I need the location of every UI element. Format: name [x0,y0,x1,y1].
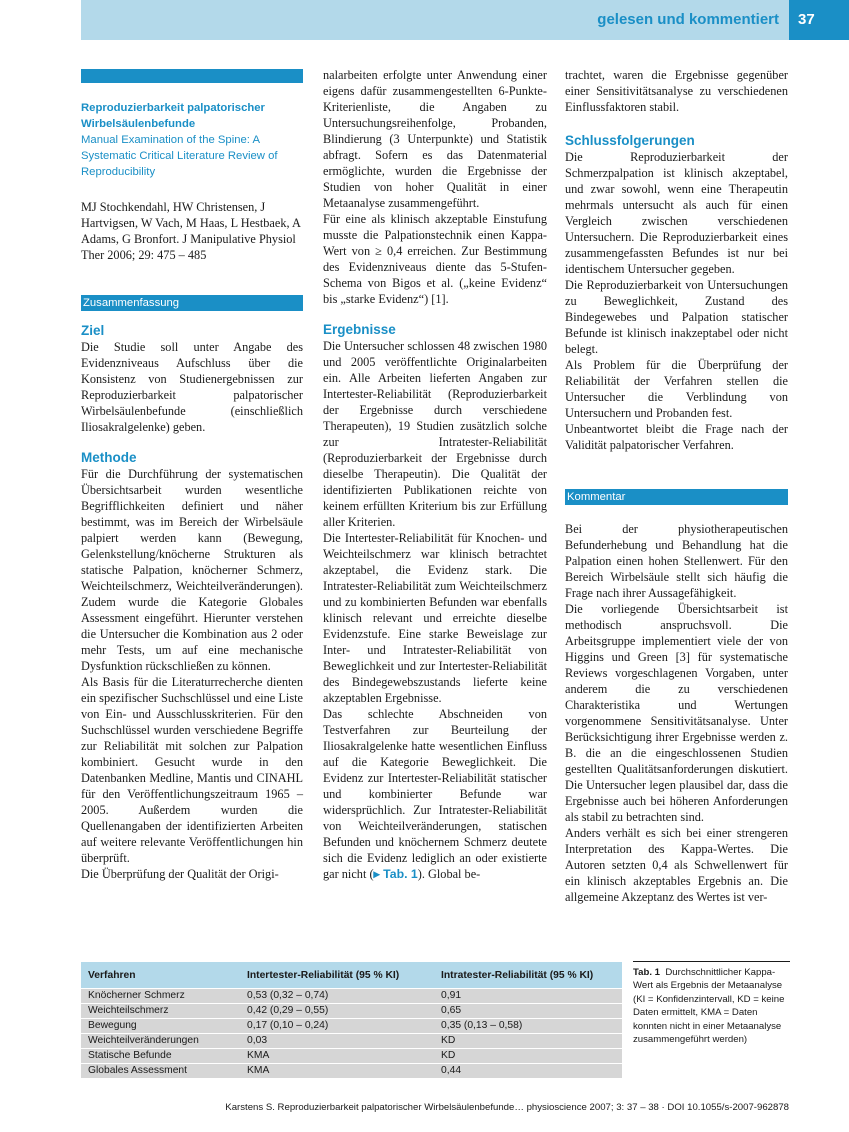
table-reference-label: Tab. 1 [383,867,418,881]
ergebnisse-continued: trachtet, waren die Ergebnisse gegenüber einer Sensitivitätsanalyse zu verschiedenen Einflussfaktoren stabil. [565,68,788,114]
table-cell: Weichteilveränderungen [81,1034,240,1049]
table-reference-link[interactable]: ▸ Tab. 1 [373,867,418,881]
table-cell: 0,53 (0,32 – 0,74) [240,989,434,1004]
kommentar-paragraph-1: Bei der physiotherapeutischen Befunderhebung und Behandlung hat die Palpation einen hohen Stellenwert. Für den Bereich Wirbelsäule stellt sich häufig die Frage nach ihrer Aussagefähigkeit. [565,522,788,600]
table-header-row [81,962,622,989]
heading-schlussfolgerungen: Schlussfolgerungen [565,133,695,148]
table-row [81,1049,622,1064]
table-header-cell: Intertester-Reliabilität (95 % KI) [240,962,434,989]
methode-paragraph-3: Die Überprüfung der Qualität der Origi- [81,867,279,881]
schluss-paragraph-3: Als Problem für die Überprüfung der Reliabilität der Verfahren stellen die Untersucher die Verblindung von Untersuchern und Probanden fest. [565,358,788,420]
heading-ziel: Ziel [81,323,105,338]
results-table [81,962,622,1078]
table-row [81,1064,622,1079]
ergebnisse-paragraph-1: Die Untersucher schlossen 48 zwischen 1980 und 2005 veröffentlichte Originalarbeiten ein. Alle Arbeiten lieferten Angaben zur Intertester-Reliabilität (Reproduzierbarkeit der Ergebnisse durch verschiedene Therapeuten), 19 Studien zusätzlich solche zur Intratester-Reliabilität (Reproduzierbarkeit der Ergebnisse durch dieselbe Therapeutin). Die Qualität der identifizierten Publikationen reichte von keinem erfüllten Kriterium bis zur Erfüllung aller Kriterien. [323,339,547,529]
methode-paragraph-2: Als Basis für die Literaturrecherche dienten ein spezifischer Suchschlüssel und eine Liste von Ein- und Ausschlusskriterien. Für den Suchschlüssel wurden verschiedene Begriffe zur Reliabilität mit solchen zur Palpation kombiniert. Gesucht wurde in den Datenbanken Medline, Mantis und CINAHL für den Veröffentlichungszeitraum 1965 – 2005. Außerdem wurden die Quellenangaben der identifizierten Arbeiten auf weitere relevante Veröffentlichungen hin überprüft. [81,675,303,865]
kommentar-paragraph-3: Anders verhält es sich bei einer strengeren Interpretation des Kappa-Wertes. Die Autoren setzten 0,4 als Schwellenwert für ein klinisch akzeptables Ergebnis an. Die allgemeine Akzeptanz des Wertes ist ver- [565,826,788,904]
table-caption [633,961,790,1046]
table-header-cell: Verfahren [81,962,240,989]
reference-title-en: Manual Examination of the Spine: A Systematic Critical Literature Review of Reproducibility [81,134,278,178]
table-row [81,1019,622,1034]
table-cell: KD [434,1034,622,1049]
schluss-paragraph-4: Unbeantwortet bleibt die Frage nach der Validität palpatorischer Verfahren. [565,422,788,452]
table-cell: Bewegung [81,1019,240,1034]
kommentar-label: Kommentar [565,489,788,505]
column-1 [81,69,303,882]
reference-title-de: Reproduzierbarkeit palpatorischer Wirbelsäulenbefunde [81,102,265,130]
column-3 [565,67,788,905]
table-row [81,1034,622,1049]
results-table-container [81,962,622,1078]
table-cell: 0,03 [240,1034,434,1049]
methode-paragraph-1: Für die Durchführung der systematischen Übersichtsarbeit wurden wesentliche Begrifflichkeiten definiert und näher bestimmt, was im Bereich der Wirbelsäule palpiert werden kann (Bewegung, Gelenkstellung/knöcherne Strukturen als statische Palpation, knöcherner Schmerz, Weichteilschmerz, Weichteilveränderungen). Zudem wurde die Kategorie Globales Assessment eingeführt. Hierunter verstehen die Untersucher die Kombination aus 2 oder mehr Tests, um auf eine mechanische Dysfunktion rückschließen zu können. [81,467,303,673]
table-cell: 0,35 (0,13 – 0,58) [434,1019,622,1034]
methode-kappa-paragraph: Für eine als klinisch akzeptable Einstufung musste die Palpationstechnik einen Kappa-Wert von ≥ 0,4 erreichen. Zur Bestimmung des Evidenzniveaus diente das 5-Stufen-Schema von Bigos et al. („keine Evidenz“ bis „starke Evidenz“) [1]. [323,212,547,306]
table-cell: KMA [240,1049,434,1064]
reference-citation: MJ Stochkendahl, HW Christensen, J Hartvigsen, W Vach, M Haas, L Hestbaek, A Adams, G Bronfort. J Manipulative Physiol Ther 2006; 29: 475 – 485 [81,200,301,262]
table-header-cell: Intratester-Reliabilität (95 % KI) [434,962,622,989]
table-cell: 0,65 [434,1004,622,1019]
table-cell: KMA [240,1064,434,1079]
table-row [81,989,622,1004]
reference-bar [81,69,303,83]
header-bar [81,0,789,40]
table-cell: Weichteilschmerz [81,1004,240,1019]
ergebnisse-text-a: Das schlechte Abschneiden von Testverfahren zur Beurteilung der Iliosakralgelenke hatte wesentlichen Einfluss auf die Kategorie Beweglichkeit. Die Evidenz zur Intertester-Reliabilität statischer und kombinierter Befunde war widersprüchlich. Zur Intratester-Reliabilität von Weichteilveränderungen, statischen Befunden und knöchernem Schmerz deutete sich die Evidenz lediglich an oder existierte gar nicht ( [323,707,547,881]
heading-ergebnisse: Ergebnisse [323,322,396,337]
table-cell: Statische Befunde [81,1049,240,1064]
table-row [81,1004,622,1019]
page-number: 37 [789,0,849,40]
page-footer: Karstens S. Reproduzierbarkeit palpatorischer Wirbelsäulenbefunde… physioscience 2007; 3: 37 – 38 · DOI 10.1055/s-2007-962878 [225,1102,789,1113]
schluss-paragraph-1: Die Reproduzierbarkeit der Schmerzpalpation ist klinisch akzeptabel, und zwar sowohl, wenn eine Therapeutin mehrmals untersucht als auch für einen Vergleich zwischen verschiedenen Untersuchern. Die Reproduzierbarkeit eines zusammengefassten Befundes ist nur bei identischem Untersucher gegeben. [565,150,788,276]
table-cell: Knöcherner Schmerz [81,989,240,1004]
table-caption-text: Durchschnittlicher Kappa-Wert als Ergebnis der Metaanalyse (KI = Konfidenzintervall, KD = keine Daten ermittelt, KMA = Daten konnten nicht in einer Metaanalyse zusammengeführt werden) [633,967,785,1046]
table-cell: Globales Assessment [81,1064,240,1079]
table-cell: 0,44 [434,1064,622,1079]
table-cell: 0,42 (0,29 – 0,55) [240,1004,434,1019]
column-2 [323,67,547,882]
section-title: gelesen und kommentiert [597,11,779,28]
table-cell: 0,91 [434,989,622,1004]
methode-continued: nalarbeiten erfolgte unter Anwendung einer eigens dafür zusammengestellten 6-Punkte-Kriterienliste, die Angaben zu Untersuchungsreihenfolge, Probanden, Blindierung (3 Unterpunkte) und Statistik abfragt. Sofern es das Datenmaterial ermöglichte, wurden die Ergebnisse der Studien von hoher Qualität in einer Metaanalyse zusammengeführt. [323,68,547,210]
ergebnisse-paragraph-3 [323,706,547,882]
reference-block [81,100,303,180]
ergebnisse-paragraph-2: Die Intertester-Reliabilität für Knochen- und Weichteilschmerz war klinisch betrachtet akzeptabel, die Evidenz stark. Die Intratester-Reliabilität zum Weichteilschmerz und zu kombinierten Befunden war ebenfalls klinisch relevant und erreichte dieselbe Evidenzstufe. Eine starke Beweislage zur Inter- und Intratester-Reliabilität von Beweglichkeit und zur Intertester-Reliabilität des Bindegewebszustands lieferte keine akzeptablen Ergebnisse. [323,531,547,705]
table-caption-label: Tab. 1 [633,967,661,978]
schluss-paragraph-2: Die Reproduzierbarkeit von Untersuchungen zu Beweglichkeit, Zustand des Bindegewebes und Palpation statischer Befunde ist klinisch inakzeptabel oder nicht belegt. [565,278,788,356]
ergebnisse-text-b: ). Global be- [417,867,481,881]
table-cell: KD [434,1049,622,1064]
heading-methode: Methode [81,450,137,465]
ziel-text: Die Studie soll unter Angabe des Evidenzniveaus Aufschluss über die Konsistenz von Studienergebnissen zur Reproduzierbarkeit palpatorischer Wirbelsäulenbefunde (einschließlich Iliosakralgelenke) geben. [81,340,303,434]
summary-label: Zusammenfassung [81,295,303,311]
kommentar-paragraph-2: Die vorliegende Übersichtsarbeit ist methodisch anspruchsvoll. Die Arbeitsgruppe implementiert viele der von Higgins und Green [3] für systematische Reviews vorgeschlagenen Vorgaben, unter anderem die zu verschiedenen Charakteristika und Wertungen vorgenommene Sensitivitätsanalyse. Unter Berücksichtigung ihrer Ergebnisse werden z. B. die an die eingeschlossenen Studien gestellten Qualitätsanforderungen diskutiert. Die Untersucher legen plausibel dar, dass die Ergebnisse auch bei höheren Anforderungen als stabil zu betrachten sind. [565,602,788,824]
table-cell: 0,17 (0,10 – 0,24) [240,1019,434,1034]
